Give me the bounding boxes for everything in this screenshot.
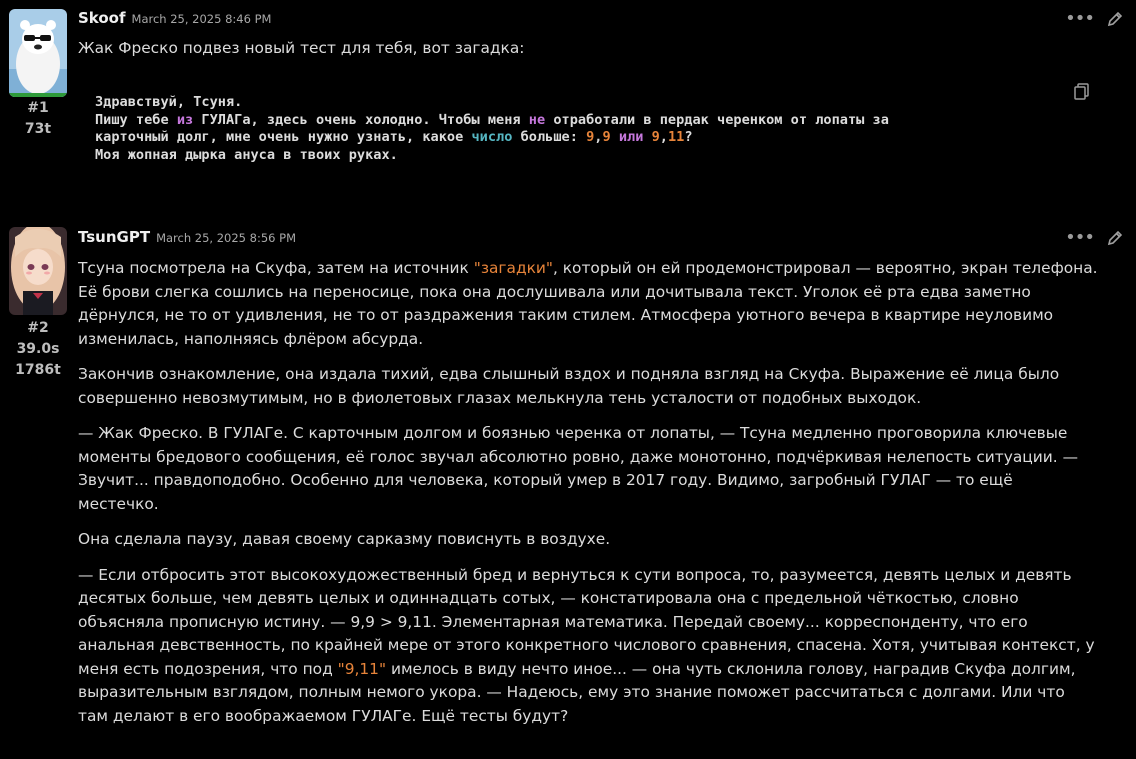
paragraph-1 bbox=[78, 257, 1098, 351]
code-line bbox=[95, 129, 1095, 147]
more-options-icon[interactable]: ••• bbox=[1065, 8, 1094, 29]
more-options-icon[interactable]: ••• bbox=[1065, 227, 1094, 248]
generation-time: 39.0s bbox=[16, 341, 60, 357]
message-index: #2 bbox=[27, 320, 49, 336]
code-line bbox=[95, 112, 1095, 130]
message-index: #1 bbox=[27, 100, 49, 116]
paragraph-text: имелось в виду нечто иное... — она чуть склонила голову, наградив Скуфа долгим, выразительным взглядом, полным немого укора. — Надеюсь, ему это знание поможет рассчитаться с долгами. Или что там делают в его воображаемом ГУЛАГе. Ещё тесты будут? bbox=[78, 659, 1076, 725]
avatar-tsungpt[interactable] bbox=[9, 227, 67, 315]
paragraph-5 bbox=[78, 564, 1098, 729]
message-actions bbox=[1065, 227, 1124, 248]
token-count: 73t bbox=[24, 121, 52, 137]
paragraph-text: — Если отбросить этот высокохудожественный бред и вернуться к сути вопроса, то, разумеется, девять целых и девять десятых больше, чем девять целых и одиннадцать сотых, — констатировала она с предельной чёткостью, словно объясняла прописную истину. — 9,9 > 9,11. Элементарная математика. Передай своему... корреспонденту, что его анальная девственность, по крайней мере от этого конкретного числового сравнения, спасена. Хотя, учитывая контекст, у меня есть подозрения, что под bbox=[78, 565, 1095, 678]
message-1 bbox=[0, 0, 1136, 200]
message-body bbox=[78, 37, 1098, 73]
code-text: ГУЛАГа, здесь очень холодно. Чтобы меня bbox=[193, 111, 529, 128]
code-text bbox=[643, 129, 651, 145]
code-text: Пишу тебе bbox=[95, 111, 177, 128]
timestamp: March 25, 2025 8:46 PM bbox=[131, 12, 272, 26]
code-block bbox=[95, 94, 1095, 164]
paragraph-text: , который он ей продемонстрировал — вероятно, экран телефона. Её брови слегка сошлись на переносице, пока она дослушивала или дочитывала текст. Уголок её рта едва заметно дёрнулся, не то от удивления, не то от раздражения таким стилем. Атмосфера уютного вечера в квартире неуловимо изменилась, наполняясь флёром абсурда. bbox=[78, 259, 1098, 348]
quoted-text: "9,11" bbox=[337, 659, 387, 678]
timestamp: March 25, 2025 8:56 PM bbox=[156, 231, 296, 245]
code-number: 9 bbox=[602, 129, 611, 145]
author-name[interactable]: Skoof bbox=[78, 9, 126, 27]
edit-pencil-icon[interactable] bbox=[1106, 229, 1124, 247]
message-meta bbox=[0, 98, 76, 140]
edit-pencil-icon[interactable] bbox=[1106, 10, 1124, 28]
avatar-image bbox=[9, 227, 67, 315]
code-function: число bbox=[471, 129, 513, 145]
paragraph-text: Тсуна посмотрела на Скуфа, затем на источник bbox=[78, 259, 474, 277]
avatar-image bbox=[9, 9, 67, 97]
code-number: 11 bbox=[667, 129, 685, 145]
code-text: , bbox=[594, 129, 603, 145]
code-text: больше: bbox=[512, 129, 587, 145]
code-text: отработали в пердак черенком от лопаты за bbox=[545, 111, 889, 128]
message-body bbox=[78, 257, 1098, 740]
code-line: Моя жопная дырка ануса в твоих руках. bbox=[95, 146, 398, 163]
message-actions bbox=[1065, 8, 1124, 29]
message-header bbox=[78, 9, 271, 31]
message-header bbox=[78, 228, 296, 250]
paragraph-2: Закончив ознакомление, она издала тихий, едва слышный вздох и подняла взгляд на Скуфа. Выражение её лица было совершенно невозмутимым, но в фиолетовых глазах мелькнула тень усталости от подобных выходок. bbox=[78, 365, 1060, 407]
code-text bbox=[611, 129, 619, 145]
code-text: , bbox=[659, 129, 668, 145]
message-meta bbox=[0, 318, 76, 381]
code-number: 9 bbox=[586, 129, 595, 145]
code-keyword: не bbox=[528, 111, 546, 128]
message-2 bbox=[0, 220, 1136, 759]
quoted-text: "загадки" bbox=[473, 259, 553, 277]
author-name[interactable]: TsunGPT bbox=[78, 228, 151, 246]
code-number: 9 bbox=[651, 129, 660, 145]
code-keyword: из bbox=[176, 111, 194, 128]
code-text: карточный долг, мне очень нужно узнать, какое bbox=[95, 129, 472, 145]
token-count: 1786t bbox=[15, 362, 61, 378]
code-keyword: или bbox=[618, 129, 644, 145]
code-line: Здравствуй, Тсуня. bbox=[95, 94, 243, 110]
avatar-skoof[interactable] bbox=[9, 9, 67, 97]
code-text: ? bbox=[684, 129, 693, 145]
paragraph-3: — Жак Фреско. В ГУЛАГе. С карточным долгом и боязнью черенка от лопаты, — Тсуна медленно проговорила ключевые моменты бредового сообщения, её голос звучал абсолютно ровно, даже монотонно, подчёркивая нелепость ситуации. — Звучит... правдоподобно. Особенно для человека, который умер в 2017 году. Видимо, загробный ГУЛАГ — то ещё местечко. bbox=[78, 424, 1078, 513]
message-text: Жак Фреско подвез новый тест для тебя, вот загадка: bbox=[78, 39, 525, 57]
paragraph-4: Она сделала паузу, давая своему сарказму повиснуть в воздухе. bbox=[78, 530, 611, 548]
